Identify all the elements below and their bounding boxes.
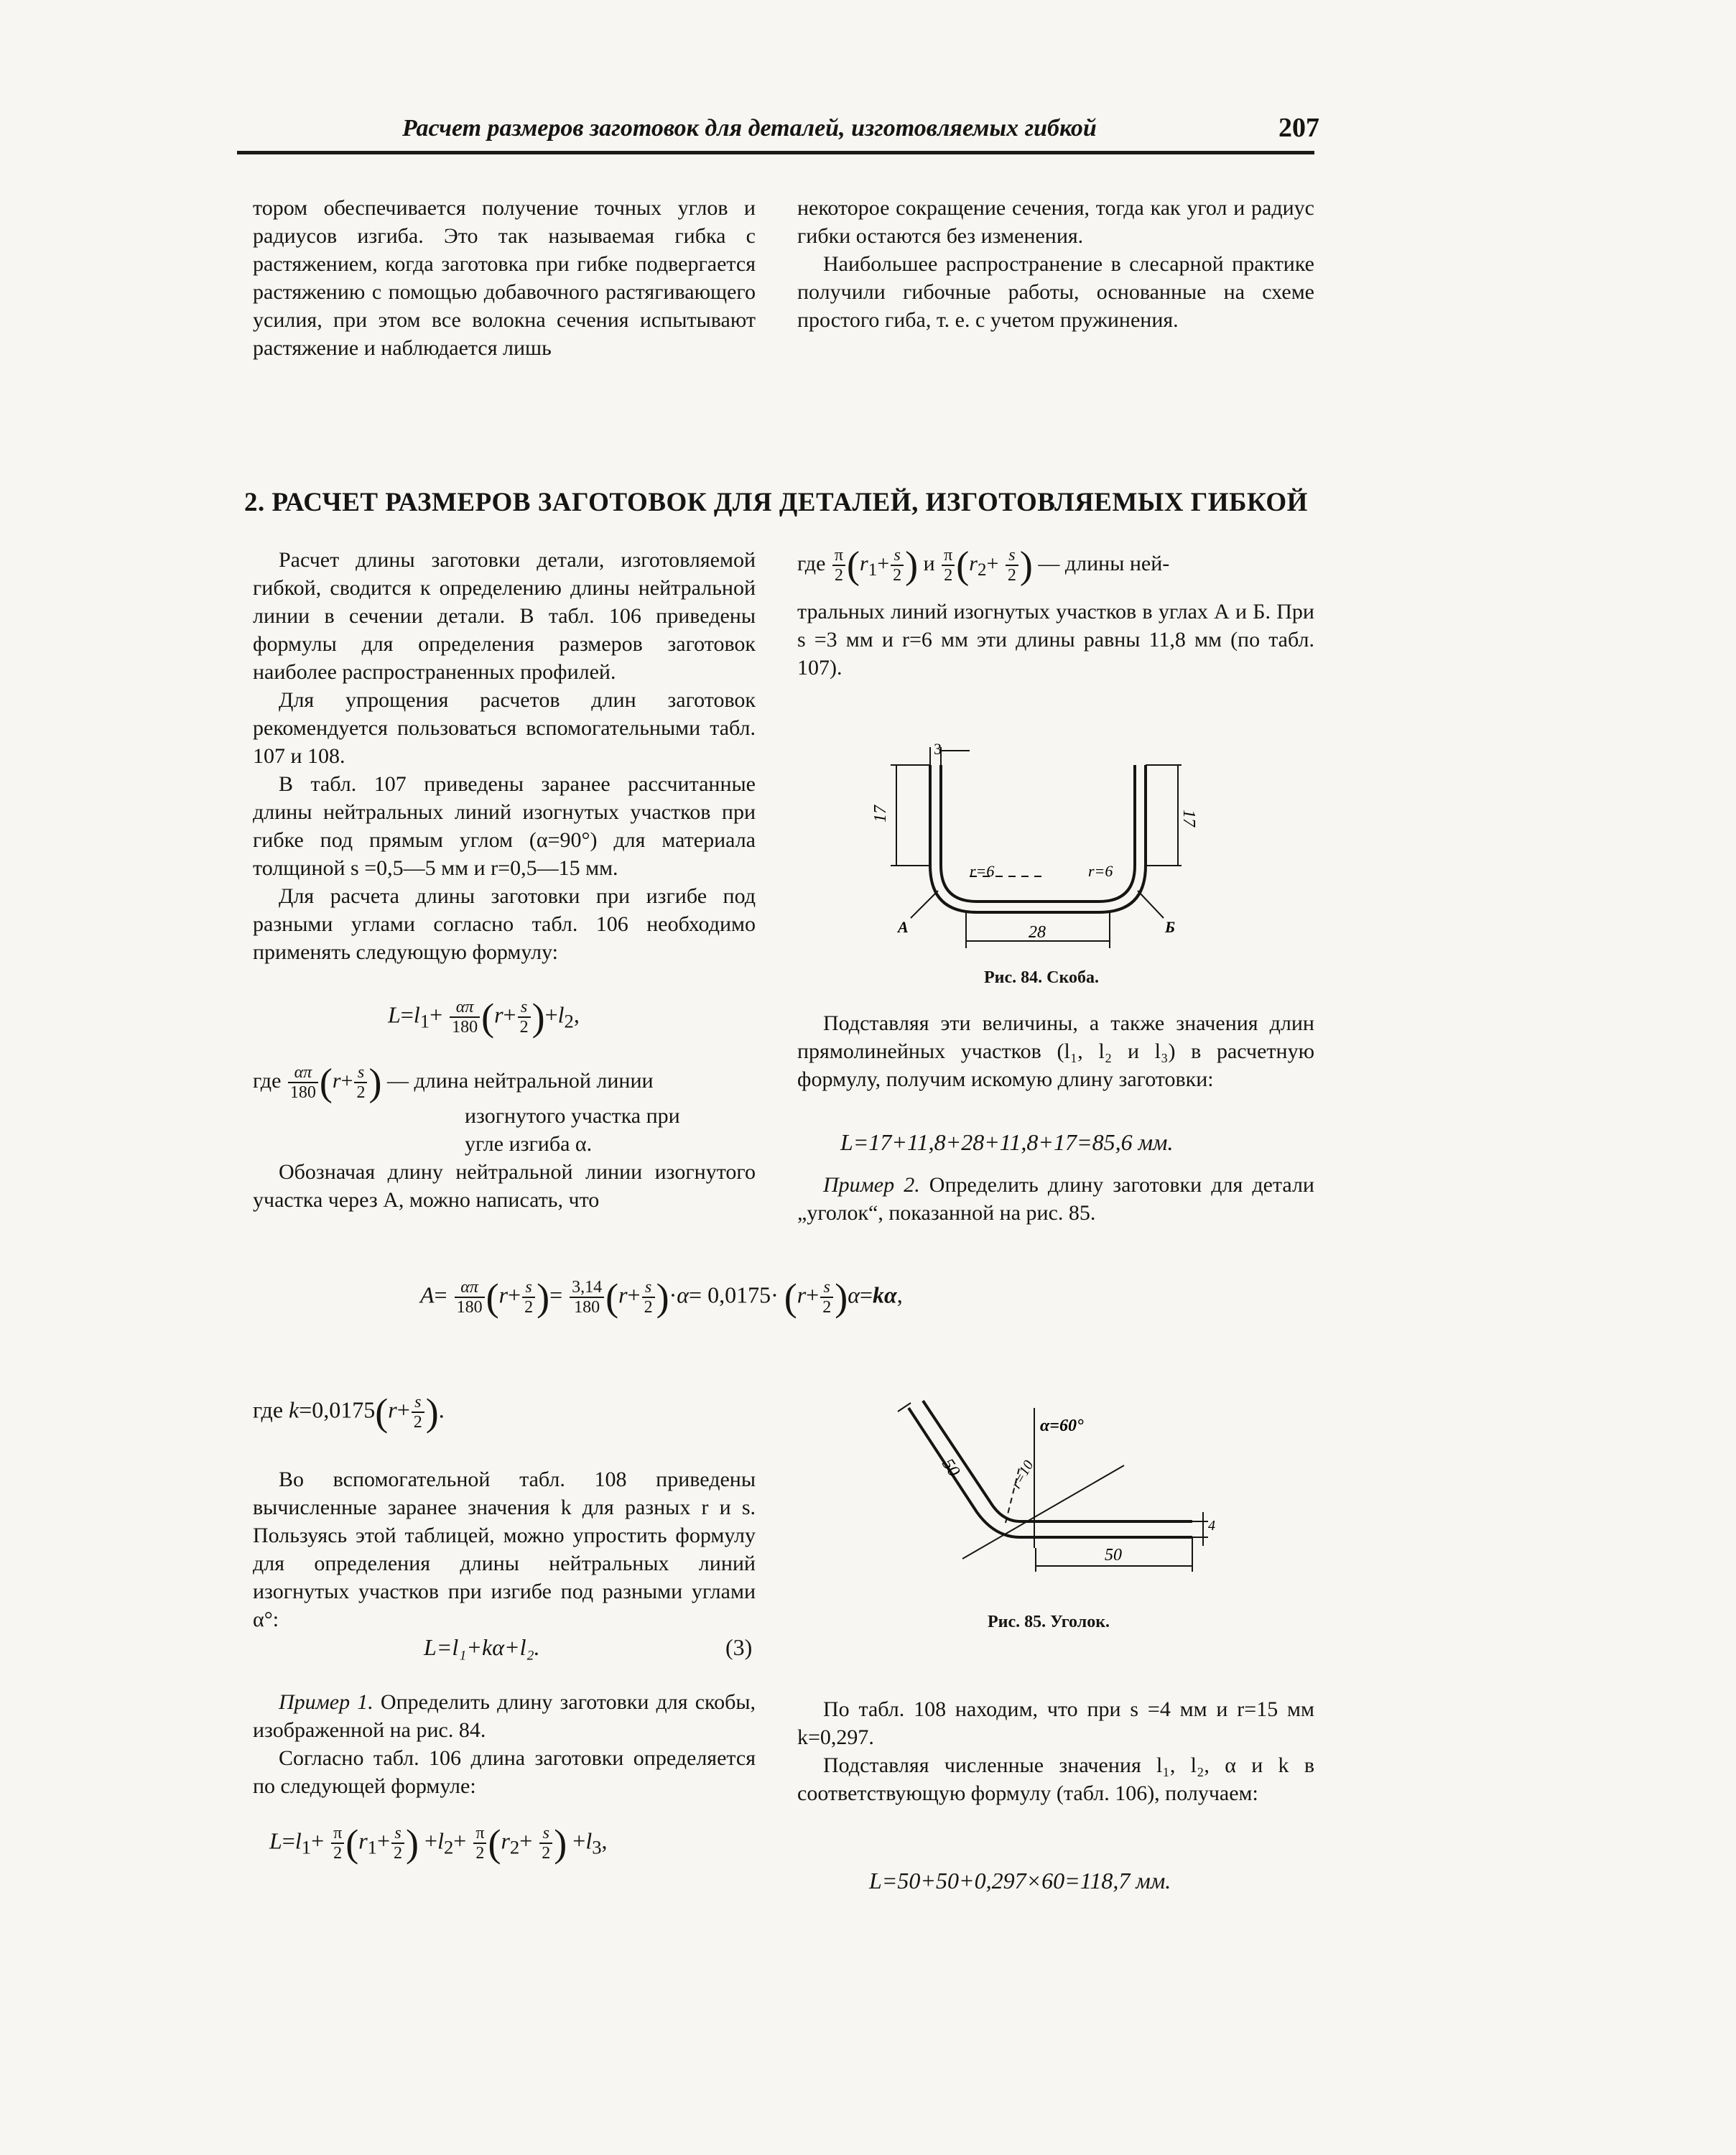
running-head: Расчет размеров заготовок для деталей, изготовляемых гибкой bbox=[402, 115, 1097, 142]
right-where-tail: — длины ней- bbox=[1038, 551, 1170, 575]
left-paragraph-4: Для расчета длины заготовки при изгибе под разными углами согласно табл. 106 необходимо применять следующую формулу: bbox=[253, 884, 756, 964]
formula-3: L=l₁+kα+l₂. bbox=[424, 1634, 540, 1660]
fig84-right-height: 17 bbox=[1179, 810, 1198, 827]
where-block: где $\frac{\alpha\pi}{180}$ (r+ $\frac{s}{2}$ ) — длина нейтральной линии изогнутого участка при угле изгиба α. Обозначая длину нейтральной линии изогнутого участка через А, можно написать, что bbox=[253, 1063, 756, 1214]
right-where-label: где bbox=[797, 551, 826, 575]
where-label: где bbox=[253, 1068, 282, 1093]
top-left-paragraph: тором обеспечивается получение точных углов и радиусов изгиба. Это так называемая гибка с растяжением, когда заготовка при гибке подвергается растяжению с помощью добавочного растягивающего усилия, при этом все волокна сечения испытывают растяжение и наблюдается лишь bbox=[253, 196, 756, 360]
right-paragraph-2: Подставляя эти величины, а также значения длин прямолинейных участков (l₁, l₂ и l₃) в расчетную формулу, получим искомую длину заготовки: bbox=[797, 1011, 1314, 1091]
example-1-label: Пример 1. bbox=[279, 1690, 373, 1714]
fig84-r2: r=6 bbox=[1088, 862, 1113, 880]
figure-84-caption: Рис. 84. Скоба. bbox=[984, 968, 1099, 987]
right-column-middle bbox=[797, 1009, 1314, 1093]
example-2-label: Пример 2. bbox=[823, 1173, 920, 1197]
left-paragraph-3: В табл. 107 приведены заранее рассчитанные длины нейтральных линий изогнутых участков при гибке под прямым углом (α=90°) для материала толщиной s =0,5—5 мм и r=0,5—15 мм. bbox=[253, 772, 756, 880]
example-2-text: Определить длину заготовки для детали „уголок“, показанной на рис. 85. bbox=[797, 1173, 1314, 1225]
figure-85-angle bbox=[876, 1379, 1221, 1602]
fig85-radius: r=10 bbox=[1008, 1457, 1037, 1492]
formula-bend-angle: $L=l_1+$ $\frac{\alpha\pi}{180}$ (r+ $\frac{s}{2}$ )$+l_2$, bbox=[388, 996, 580, 1039]
example-2 bbox=[797, 1171, 1314, 1227]
fig85-alpha: α=60° bbox=[1040, 1417, 1084, 1435]
fig84-width: 28 bbox=[1029, 923, 1046, 942]
fig84-a-label: А bbox=[898, 918, 909, 936]
fig84-b-label: Б bbox=[1165, 918, 1175, 936]
top-right-paragraph-1: некоторое сокращение сечения, тогда как угол и радиус гибки остаются без изменения. bbox=[797, 196, 1314, 248]
left-paragraph-6: Во вспомогательной табл. 108 приведены вычисленные заранее значения k для разных r и s. Пользуясь этой таблицей, можно упростить формулу для определения длины нейтральных линий изогнутых участков при изгибе под разными углами α°: bbox=[253, 1468, 756, 1631]
where-text-3: угле изгиба α. bbox=[465, 1132, 593, 1156]
formula-bracket: $L=l_1+$ $\frac{\pi}{2}$ ($r_1+$ $\frac{s}{2}$ ) $+l_2+$ $\frac{\pi}{2}$ ($r_2+$ $\frac{s}{2}$ ) $+l_3$, bbox=[269, 1822, 608, 1865]
left-column bbox=[253, 546, 756, 966]
fig85-thickness: 4 bbox=[1208, 1518, 1215, 1534]
formula-result-1: L=17+11,8+28+11,8+17=85,6 мм. bbox=[840, 1129, 1174, 1155]
k-where-label: где bbox=[253, 1396, 284, 1423]
header-rule bbox=[237, 151, 1314, 154]
fig84-r1: r=6 bbox=[970, 862, 995, 880]
formula-result-2: L=50+50+0,297×60=118,7 мм. bbox=[869, 1868, 1171, 1894]
top-right-column bbox=[797, 194, 1314, 334]
top-right-paragraph-2: Наибольшее распространение в слесарной практике получили гибочные работы, основанные на схеме простого гиба, т. е. с учетом пружинения. bbox=[797, 252, 1314, 332]
formula-a-definition: A= $\frac{\alpha\pi}{180}$ (r+ $\frac{s}{2}$ )= $\frac{3,14}{180}$ (r+ $\frac{s}{2}$ )·α= 0,0175· (r+ $\frac{s}{2}$ )α=kα, bbox=[420, 1276, 903, 1319]
left-paragraph-5: Обозначая длину нейтральной линии изогнутого участка через А, можно написать, что bbox=[253, 1160, 756, 1212]
right-paragraph-3: По табл. 108 находим, что при s =4 мм и r=15 мм k=0,297. bbox=[797, 1697, 1314, 1749]
where-text-2: изогнутого участка при bbox=[465, 1104, 680, 1128]
left-column-lower bbox=[253, 1465, 756, 1633]
right-column-top: где $\frac{\pi}{2}$ ($r_1+$ $\frac{s}{2}$ ) и $\frac{\pi}{2}$ ($r_2+$ $\frac{s}{2}$ ) — длины ней- тральных линий изогнутых участков в углах А и Б. При s =3 мм и r=6 мм эти длины равны 11,8 мм (по табл. 107). bbox=[797, 546, 1314, 682]
section-heading: 2. РАСЧЕТ РАЗМЕРОВ ЗАГОТОВОК ДЛЯ ДЕТАЛЕЙ, ИЗГОТОВЛЯЕМЫХ ГИБКОЙ bbox=[244, 488, 1308, 517]
top-left-column bbox=[253, 194, 756, 362]
page-number: 207 bbox=[1278, 113, 1319, 143]
fig84-left-height: 17 bbox=[871, 805, 890, 822]
figure-84-bracket bbox=[862, 733, 1221, 963]
where-text-1: — длина нейтральной линии bbox=[386, 1068, 654, 1093]
right-paragraph-1: тральных линий изогнутых участков в углах А и Б. При s =3 мм и r=6 мм эти длины равны 11,8 мм (по табл. 107). bbox=[797, 600, 1314, 680]
fig84-s-label: 3 bbox=[934, 740, 942, 758]
right-column-lower bbox=[797, 1695, 1314, 1807]
example-1-text: Определить длину заготовки для скобы, изображенной на рис. 84. bbox=[253, 1690, 756, 1742]
figure-85-caption: Рис. 85. Уголок. bbox=[987, 1613, 1110, 1631]
formula-k-definition: где k=0,0175(r+ $\frac{s}{2}$ ). bbox=[253, 1391, 445, 1434]
formula-3-number: (3) bbox=[725, 1634, 753, 1660]
fig85-len2: 50 bbox=[1105, 1546, 1122, 1565]
left-paragraph-2: Для упрощения расчетов длин заготовок рекомендуется пользоваться вспомогательными табл. 107 и 108. bbox=[253, 688, 756, 768]
example-1-block bbox=[253, 1688, 756, 1800]
left-paragraph-7: Согласно табл. 106 длина заготовки определяется по следующей формуле: bbox=[253, 1746, 756, 1798]
left-paragraph-1: Расчет длины заготовки детали, изготовляемой гибкой, сводится к определению длины нейтральной линии в сечении детали. В табл. 106 приведены формулы для определения размеров заготовок наиболее распространенных профилей. bbox=[253, 548, 756, 684]
right-paragraph-4: Подставляя численные значения l₁, l₂, α и k в соответствующую формулу (табл. 106), получаем: bbox=[797, 1753, 1314, 1805]
fig85-len1: 50 bbox=[938, 1455, 964, 1480]
